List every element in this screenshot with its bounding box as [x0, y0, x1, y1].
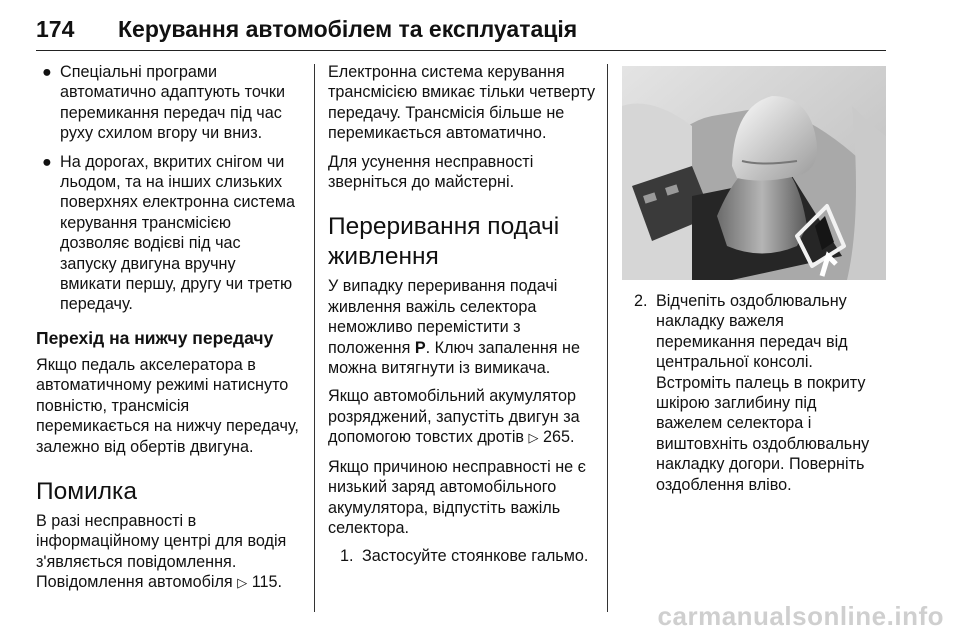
page-number: 174	[36, 16, 75, 42]
downshift-paragraph: Якщо педаль акселератора в автоматичному режимі натиснуто повністю, трансмісія перемикається на нижчу передачу, залежно від обертів двигуна.	[36, 355, 299, 456]
fault-reference[interactable]: 115.	[251, 573, 283, 592]
fault-heading: Помилка	[36, 477, 137, 505]
step-number: 1.	[340, 547, 354, 566]
bullet-text: На дорогах, вкритих снігом чи льодом, та на інших слизьких поверхнях електронна система керування трансмісією дозволяє водієві під час запуску двигуна вручну вмикати першу, другу чи третю передачу.	[60, 152, 295, 314]
column-divider-1	[314, 64, 315, 612]
jump-start-reference[interactable]: 265.	[543, 428, 575, 447]
step-item	[328, 546, 596, 566]
paragraph-text: . Ключ запалення не можна витягнути із вимикача.	[328, 338, 580, 378]
bullet-item	[36, 62, 301, 144]
watermark-text: carmanualsonline.info	[657, 601, 944, 631]
paragraph	[328, 386, 596, 448]
paragraph: Для усунення несправності зверніться до майстерні.	[328, 152, 534, 192]
column-divider-2	[607, 64, 608, 612]
power-heading: Переривання подачі живлення	[328, 213, 560, 271]
bullet-item	[36, 152, 301, 315]
bullet-text: Спеціальні програми автоматично адаптують точки перемикання передач під час руху схилом вгору чи вниз.	[60, 63, 286, 143]
step-text: Застосуйте стоянкове гальмо.	[362, 547, 589, 566]
downshift-heading: Перехід на нижчу передачу	[36, 327, 274, 348]
page-reference-icon: ▷	[528, 430, 539, 446]
paragraph-text: Якщо автомобільний акумулятор розряджений, запустіть двигун за допомогою товстих дротів	[328, 387, 580, 447]
gear-selector-drawing	[622, 66, 886, 280]
paragraph: Якщо причиною несправності не є низький заряд автомобільного акумулятора, відпустіть важіль селектора.	[328, 457, 586, 537]
bullet-dot-icon: ●	[42, 152, 52, 171]
header-rule	[36, 50, 886, 51]
paragraph-text: У випадку переривання подачі живлення важіль селектора неможливо перемістити з положення	[328, 277, 558, 357]
paragraph: Електронна система керування трансмісією вмикає тільки четверту передачу. Трансмісія більше не перемикається автоматично.	[328, 63, 596, 143]
gear-selector-illustration	[622, 66, 886, 280]
running-head: Керування автомобілем та експлуатація	[118, 16, 578, 42]
fault-paragraph	[36, 511, 301, 594]
step-number: 2.	[634, 292, 648, 310]
column-2	[328, 62, 596, 575]
park-position-label: P	[414, 338, 426, 357]
page-reference-icon: ▷	[237, 575, 248, 591]
column-3	[622, 291, 887, 503]
step-text: Відчепіть оздоблювальну накладку важеля перемикання передач від центральної консолі. Встроміть палець в покриту шкірою заглибину під важелем селектора і виштовхніть оздоблювальну накладку догори. Поверніть оздоблення вліво.	[656, 292, 870, 494]
paragraph	[328, 276, 596, 378]
bullet-dot-icon: ●	[42, 63, 52, 81]
step-item	[622, 291, 887, 495]
column-1	[36, 62, 301, 602]
fault-text: В разі несправності в інформаційному центрі для водія з'являється повідомлення. Повідомлення автомобіля	[36, 511, 287, 592]
